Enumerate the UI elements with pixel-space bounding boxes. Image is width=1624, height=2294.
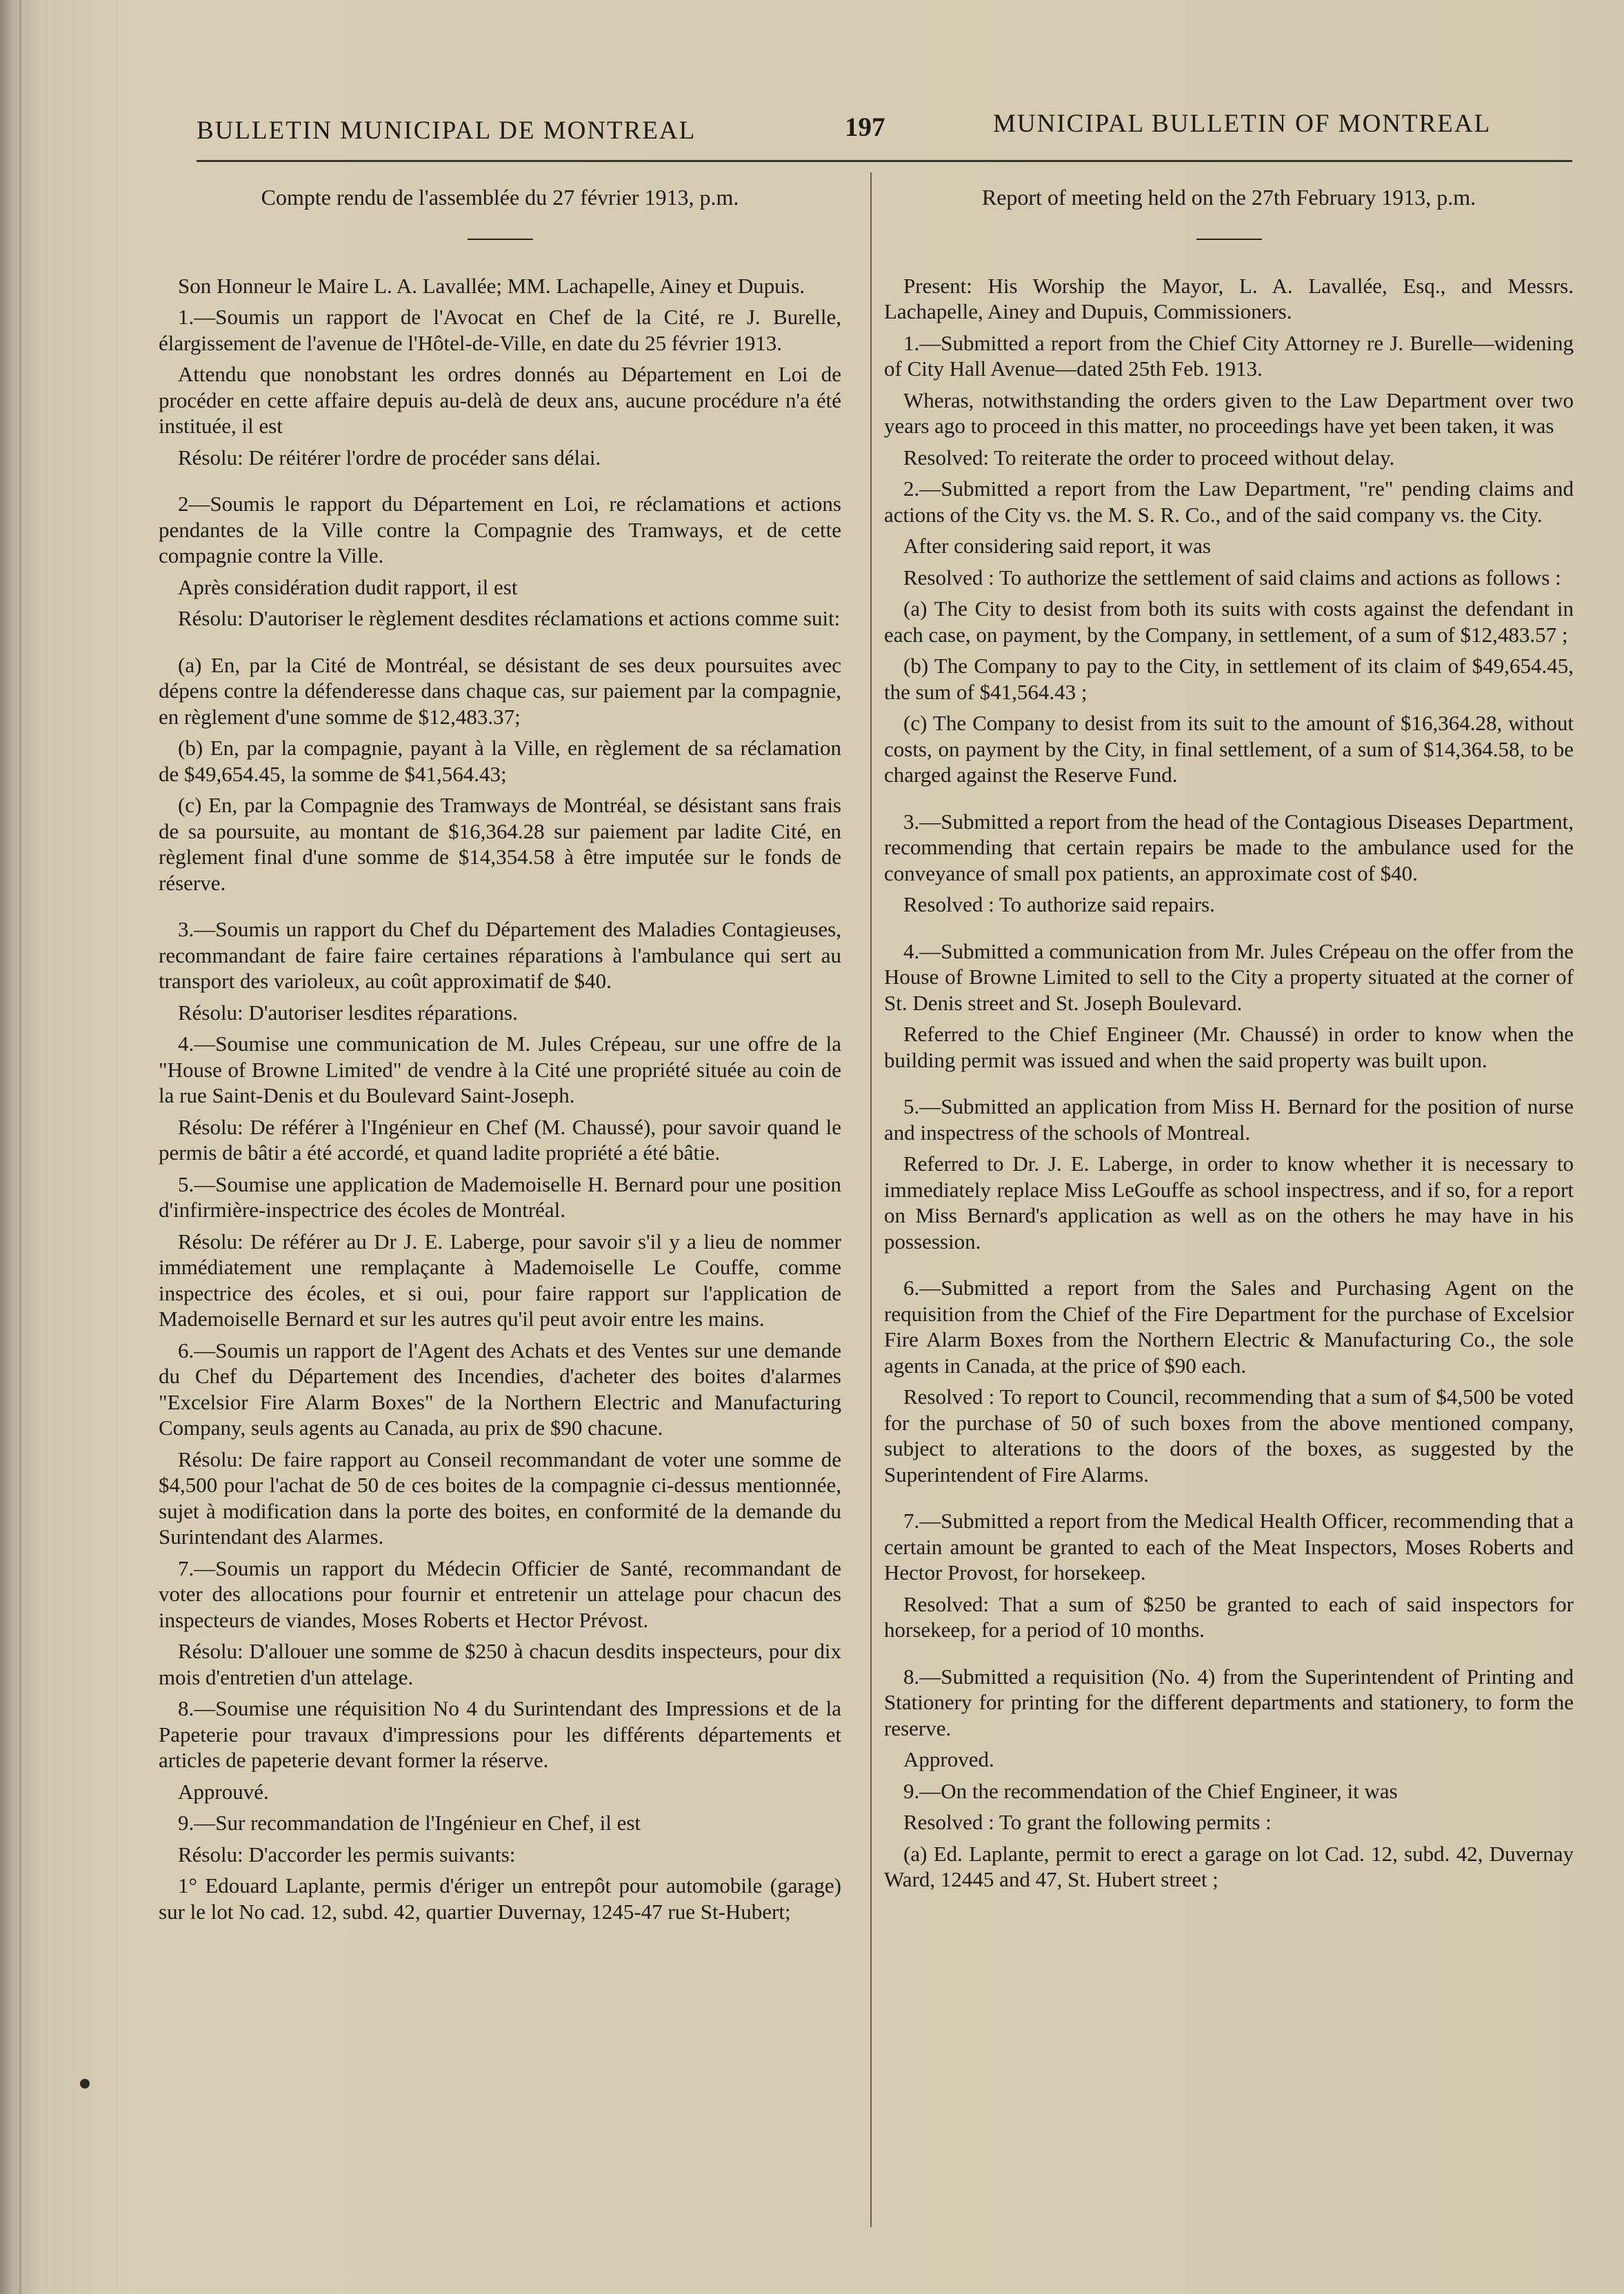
paragraph: 9.—Sur recommandation de l'Ingénieur en Chef, il est [178,1811,641,1835]
header-french-title: BULLETIN MUNICIPAL DE MONTREAL [197,117,696,145]
french-meeting-title: Compte rendu de l'assemblée du 27 février 1913, p.m. [261,185,739,210]
paragraph: 6.—Submitted a report from the Sales and Purchasing Agent on the requisition from the Chief of the Fire Department for the purchase of Excelsior Fire Alarm Boxes from the Northern Electric & Manufacturing Co., the sole agents in Canada, at the price of $90 each. [884,1276,1574,1378]
paragraph: 1° Edouard Laplante, permis d'ériger un entrepôt pour automobile (garage) sur le lot No cad. 12, subd. 42, quartier Duvernay, 1245-47 rue St-Hubert; [159,1873,841,1924]
header-rule [197,160,1572,162]
title-separator [1196,239,1262,240]
paragraph: Referred to the Chief Engineer (Mr. Chaussé) in order to know when the building permit was issued and when the said property was built upon. [884,1022,1574,1072]
paragraph: Résolu: De référer au Dr J. E. Laberge, pour savoir s'il y a lieu de nommer immédiatement une remplaçante à Mademoiselle Le Couffe, comme inspectrice des écoles, et si oui, pour faire rapport sur l'application de Mademoiselle Bernard et sur les autres qu'il peut avoir entre les mains. [159,1229,841,1331]
paragraph: 4.—Soumise une communication de M. Jules Crépeau, sur une offre de la "House of Browne Limited" de vendre à la Cité une propriété située au coin de la rue Saint-Denis et du Boulevard Saint-Joseph. [159,1032,841,1107]
title-separator [468,239,533,240]
binding-shadow [19,0,21,2294]
english-meeting-title: Report of meeting held on the 27th February 1913, p.m. [981,185,1476,210]
paragraph: Present: His Worship the Mayor, L. A. Lavallée, Esq., and Messrs. Lachapelle, Ainey and Dupuis, Commissioners. [884,273,1574,323]
paragraph: 4.—Submitted a communication from Mr. Jules Crépeau on the offer from the House of Browne Limited to sell to the City a property situated at the corner of St. Denis street and St. Joseph Boulevard. [884,938,1574,1015]
header-english-title: MUNICIPAL BULLETIN OF MONTREAL [993,110,1492,138]
paragraph: 7.—Soumis un rapport du Médecin Officier de Santé, recommandant de voter des allocations pour fournir et entretenir un attelage pour chacun des inspecteurs de viandes, Moses Roberts et Hector Prévost. [159,1556,841,1632]
paragraph: 6.—Soumis un rapport de l'Agent des Achats et des Ventes sur une demande du Chef du Département des Incendies, d'acheter des boites d'alarmes "Excelsior Fire Alarm Boxes" de la Northern Electric and Manufacturing Company, seuls agents au Canada, au prix de $90 chacune. [159,1338,841,1440]
paragraph: Approved. [903,1747,994,1771]
paragraph: Resolved : To grant the following permits : [903,1810,1272,1834]
paragraph: Son Honneur le Maire L. A. Lavallée; MM. Lachapelle, Ainey et Dupuis. [178,273,805,298]
paragraph: Résolu: D'autoriser lesdites réparations. [178,1000,518,1025]
paragraph: Résolu: D'accorder les permis suivants: [178,1842,516,1867]
paragraph: (a) The City to desist from both its suits with costs against the defendant in each case, on payment, by the Company, in settlement, of a sum of $12,483.57 ; [884,596,1574,647]
paragraph: Résolu: D'allouer une somme de $250 à chacun desdits inspecteurs, pour dix mois d'entretien d'un attelage. [159,1639,841,1689]
paragraph: Résolu: De réitérer l'ordre de procéder sans délai. [178,445,601,470]
paragraph: 3.—Submitted a report from the head of the Contagious Diseases Department, recommending that certain repairs be made to the ambulance used for the conveyance of small pox patients, an approximate cost of $40. [884,809,1574,885]
paragraph: (a) En, par la Cité de Montréal, se désistant de ses deux poursuites avec dépens contre la défenderesse dans chaque cas, sur paiement par la compagnie, en règlement d'une somme de $12,483.37; [159,652,841,729]
paragraph: Resolved : To authorize said repairs. [903,892,1215,916]
column-divider [870,172,872,2227]
paragraph: Résolu: De référer à l'Ingénieur en Chef (M. Chaussé), pour savoir quand le permis de bâtir a été accordé, et quand ladite propriété a été bâtie. [159,1114,841,1165]
paragraph: Resolved: To reiterate the order to proceed without delay. [903,445,1395,470]
paragraph: 9.—On the recommendation of the Chief Engineer, it was [903,1778,1398,1803]
paragraph: Resolved: That a sum of $250 be granted to each of said inspectors for horsekeep, for a period of 10 months. [884,1591,1574,1642]
paragraph: 1.—Submitted a report from the Chief City Attorney re J. Burelle—widening of City Hall Avenue—dated 25th Feb. 1913. [884,330,1574,381]
paragraph: (c) The Company to desist from its suit to the amount of $16,364.28, without costs, on payment by the City, in final settlement, of a sum of $14,364.58, to be charged against the Reserve Fund. [884,711,1574,787]
page-header [0,103,1624,159]
paragraph: 8.—Submitted a requisition (No. 4) from the Superintendent of Printing and Stationery for printing for the different departments and stationery, to form the reserve. [884,1664,1574,1740]
paragraph: (a) Ed. Laplante, permit to erect a garage on lot Cad. 12, subd. 42, Duvernay Ward, 12445 and 47, St. Hubert street ; [884,1841,1574,1891]
paragraph: 2.—Submitted a report from the Law Department, "re" pending claims and actions of the City vs. the M. S. R. Co., and of the said company vs. the City. [884,476,1574,527]
paragraph: Après considération dudit rapport, il est [178,574,518,599]
paragraph: (b) En, par la compagnie, payant à la Ville, en règlement de sa réclamation de $49,654.45, la somme de $41,564.43; [159,736,841,786]
paragraph: (b) The Company to pay to the City, in settlement of its claim of $49,654.45, the sum of $41,564.43 ; [884,654,1574,704]
french-column [159,185,841,1930]
paragraph: After considering said report, it was [903,534,1211,558]
paragraph: Wheras, notwithstanding the orders given to the Law Department over two years ago to proceed in this matter, no proceedings have yet been taken, it was [884,388,1574,438]
ink-spot [80,2079,90,2089]
paragraph: Referred to Dr. J. E. Laberge, in order to know whether it is necessary to immediately replace Miss LeGouffe as school inspectress, and if so, for a report on Miss Bernard's application as well as on the others he may have in his possession. [884,1151,1574,1254]
paragraph: 1.—Soumis un rapport de l'Avocat en Chef de la Cité, re J. Burelle, élargissement de l'avenue de l'Hôtel-de-Ville, en date du 25 février 1913. [159,305,841,355]
paragraph: 7.—Submitted a report from the Medical Health Officer, recommending that a certain amount be granted to each of the Meat Inspectors, Moses Roberts and Hector Provost, for horsekeep. [884,1509,1574,1584]
paragraph: Resolved : To report to Council, recommending that a sum of $4,500 be voted for the purchase of 50 of such boxes from the above mentioned company, subject to alterations to the doors of the boxes, as suggested by the Superintendent of Fire Alarms. [884,1385,1574,1487]
paragraph: Attendu que nonobstant les ordres donnés au Département en Loi de procéder en cette affaire depuis au-delà de deux ans, aucune procédure n'a été instituée, il est [159,362,841,438]
paragraph: 2—Soumis le rapport du Département en Loi, re réclamations et actions pendantes de la Ville contre la Compagnie des Tramways, et de cette compagnie contre la Ville. [159,492,841,567]
english-column [884,185,1574,1898]
paragraph: 5.—Submitted an application from Miss H. Bernard for the position of nurse and inspectress of the schools of Montreal. [884,1094,1574,1145]
paragraph: (c) En, par la Compagnie des Tramways de Montréal, se désistant sans frais de sa poursuite, au montant de $16,364.28 sur paiement par ladite Cité, en règlement final d'une somme de $14,354.58 à être imputée sur le fonds de réserve. [159,793,841,895]
paragraph: Résolu: D'autoriser le règlement desdites réclamations et actions comme suit: [178,606,841,630]
paragraph: Resolved : To authorize the settlement of said claims and actions as follows : [903,565,1561,590]
paragraph: 3.—Soumis un rapport du Chef du Département des Maladies Contagieuses, recommandant de faire faire certaines réparations à l'ambulance qui sert au transport des varioleux, au coût approximatif de $40. [159,917,841,993]
page-number: 197 [845,112,885,142]
paragraph: Résolu: De faire rapport au Conseil recommandant de voter une somme de $4,500 pour l'achat de 50 de ces boites de la compagnie ci-dessus mentionnée, sujet à modification dans la porte des boites, en conformité de la demande du Surintendant des Alarmes. [159,1447,841,1549]
paragraph: Approuvé. [178,1779,269,1804]
paragraph: 8.—Soumise une réquisition No 4 du Surintendant des Impressions et de la Papeterie pour travaux d'impressions pour les différents départements et articles de papeterie devant former la réserve. [159,1696,841,1772]
paragraph: 5.—Soumise une application de Mademoiselle H. Bernard pour une position d'infirmière-inspectrice des écoles de Montréal. [159,1171,841,1222]
